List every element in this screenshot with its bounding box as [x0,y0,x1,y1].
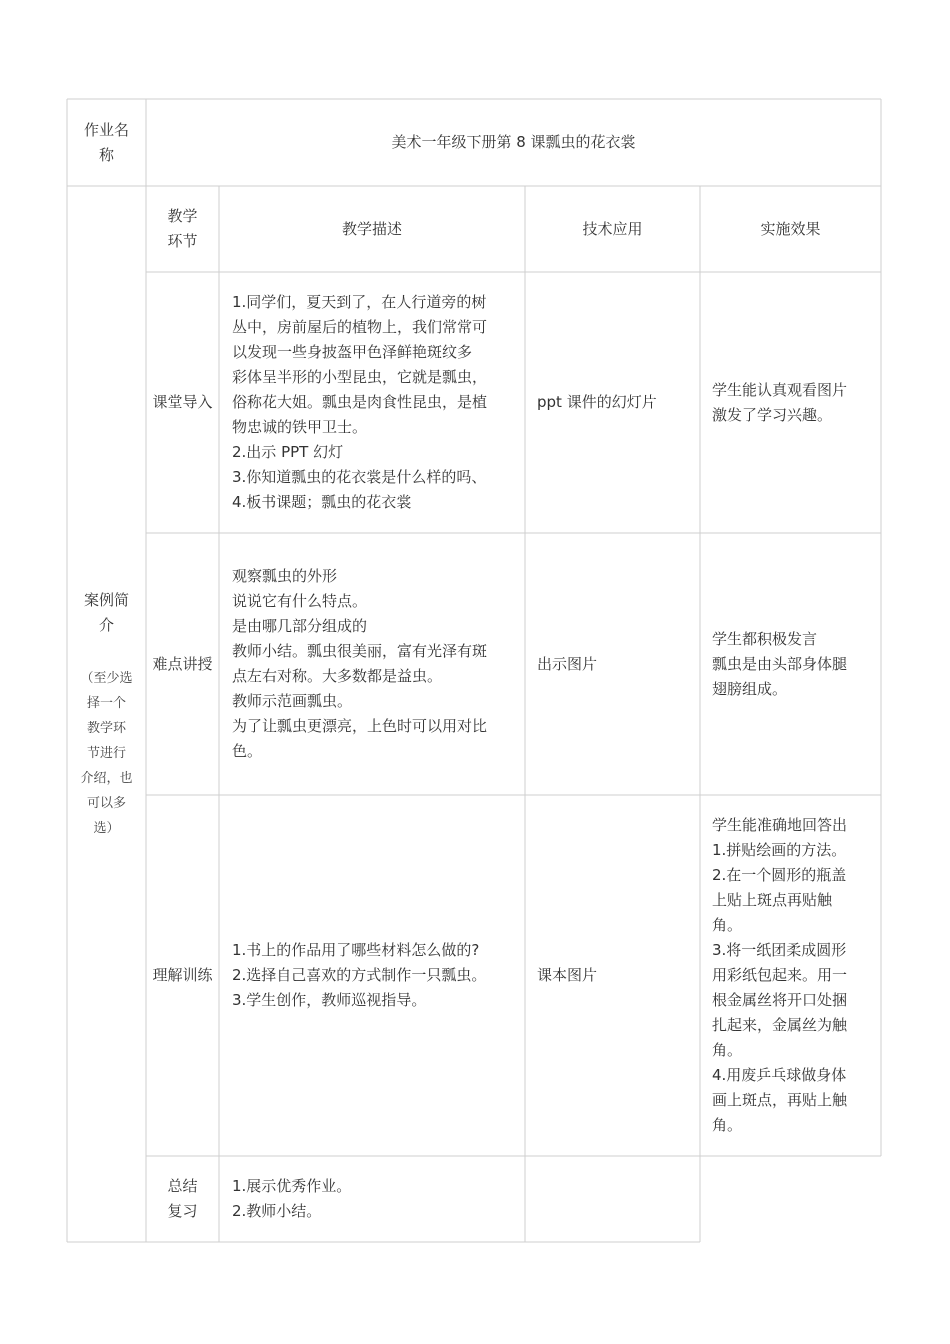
stage-cell: 课堂导入 [152,393,213,411]
tech-cell: 课本图片 [537,966,598,984]
description-cell: 观察瓢虫的外形 说说它有什么特点。 是由哪几部分组成的 教师小结。瓢虫很美丽，富有光泽有斑 点左右对称。大多数都是益虫。 教师示范画瓢虫。 为了让瓢虫更漂亮，上色时可以用对比 色。 [232,567,488,760]
header-effect: 实施效果 [760,219,821,238]
description-cell: 1.书上的作品用了哪些材料怎么做的? 2.选择自己喜欢的方式制作一只瓢虫。 3.学生创作，教师巡视指导。 [232,941,487,1009]
homework-name-value: 美术一年级下册第 8 课瓢虫的花衣裳 [391,133,636,151]
stage-cell: 理解训练 [152,966,213,984]
case-intro-note: （至少选 择一个 教学环 节进行 介绍，也 可以多 选） [80,670,133,836]
header-tech: 技术应用 [582,219,643,238]
effect-cell: 学生都积极发言 瓢虫是由头部身体腿 翅膀组成。 [712,629,848,698]
effect-cell: 学生能准确地回答出 1.拼贴绘画的方法。 2.在一个圆形的瓶盖 上贴上斑点再贴触 角。 3.将一纸团柔成圆形 用彩纸包起来。用一 根金属丝将开口处捆 扎起来，金属丝为触 角。 4.用废乒乓球做身体 画上斑点，再贴上触 角。 [712,816,848,1134]
header-stage: 教学 环节 [167,207,198,250]
stage-cell: 总结 复习 [167,1177,198,1220]
stage-cell: 难点讲授 [152,654,213,673]
effect-cell: 学生能认真观看图片 激发了学习兴趣。 [712,380,848,424]
tech-cell: ppt 课件的幻灯片 [537,393,657,411]
case-intro-label: 案例简 介 （至少选 择一个 教学环 节进行 介绍，也 可以多 选） [67,186,146,1242]
header-description: 教学描述 [341,219,402,238]
description-cell: 1.展示优秀作业。 2.教师小结。 [232,1177,352,1220]
tech-cell [525,1156,700,1242]
tech-cell: 出示图片 [537,654,598,673]
description-cell: 1.同学们，夏天到了，在人行道旁的树 丛中，房前屋后的植物上，我们常常可 以发现一些身披盔甲色泽鲜艳斑纹多 彩体呈半形的小型昆虫，它就是瓢虫， 俗称花大姐。瓢虫是肉食性昆虫，是植 物忠诚的铁甲卫士。 2.出示 PPT 幻灯 3.你知道瓢虫的花衣裳是什么样的吗、 4.板书课题；瓢虫的花衣裳 [232,293,488,511]
homework-name-label: 作业名 称 [83,120,129,164]
